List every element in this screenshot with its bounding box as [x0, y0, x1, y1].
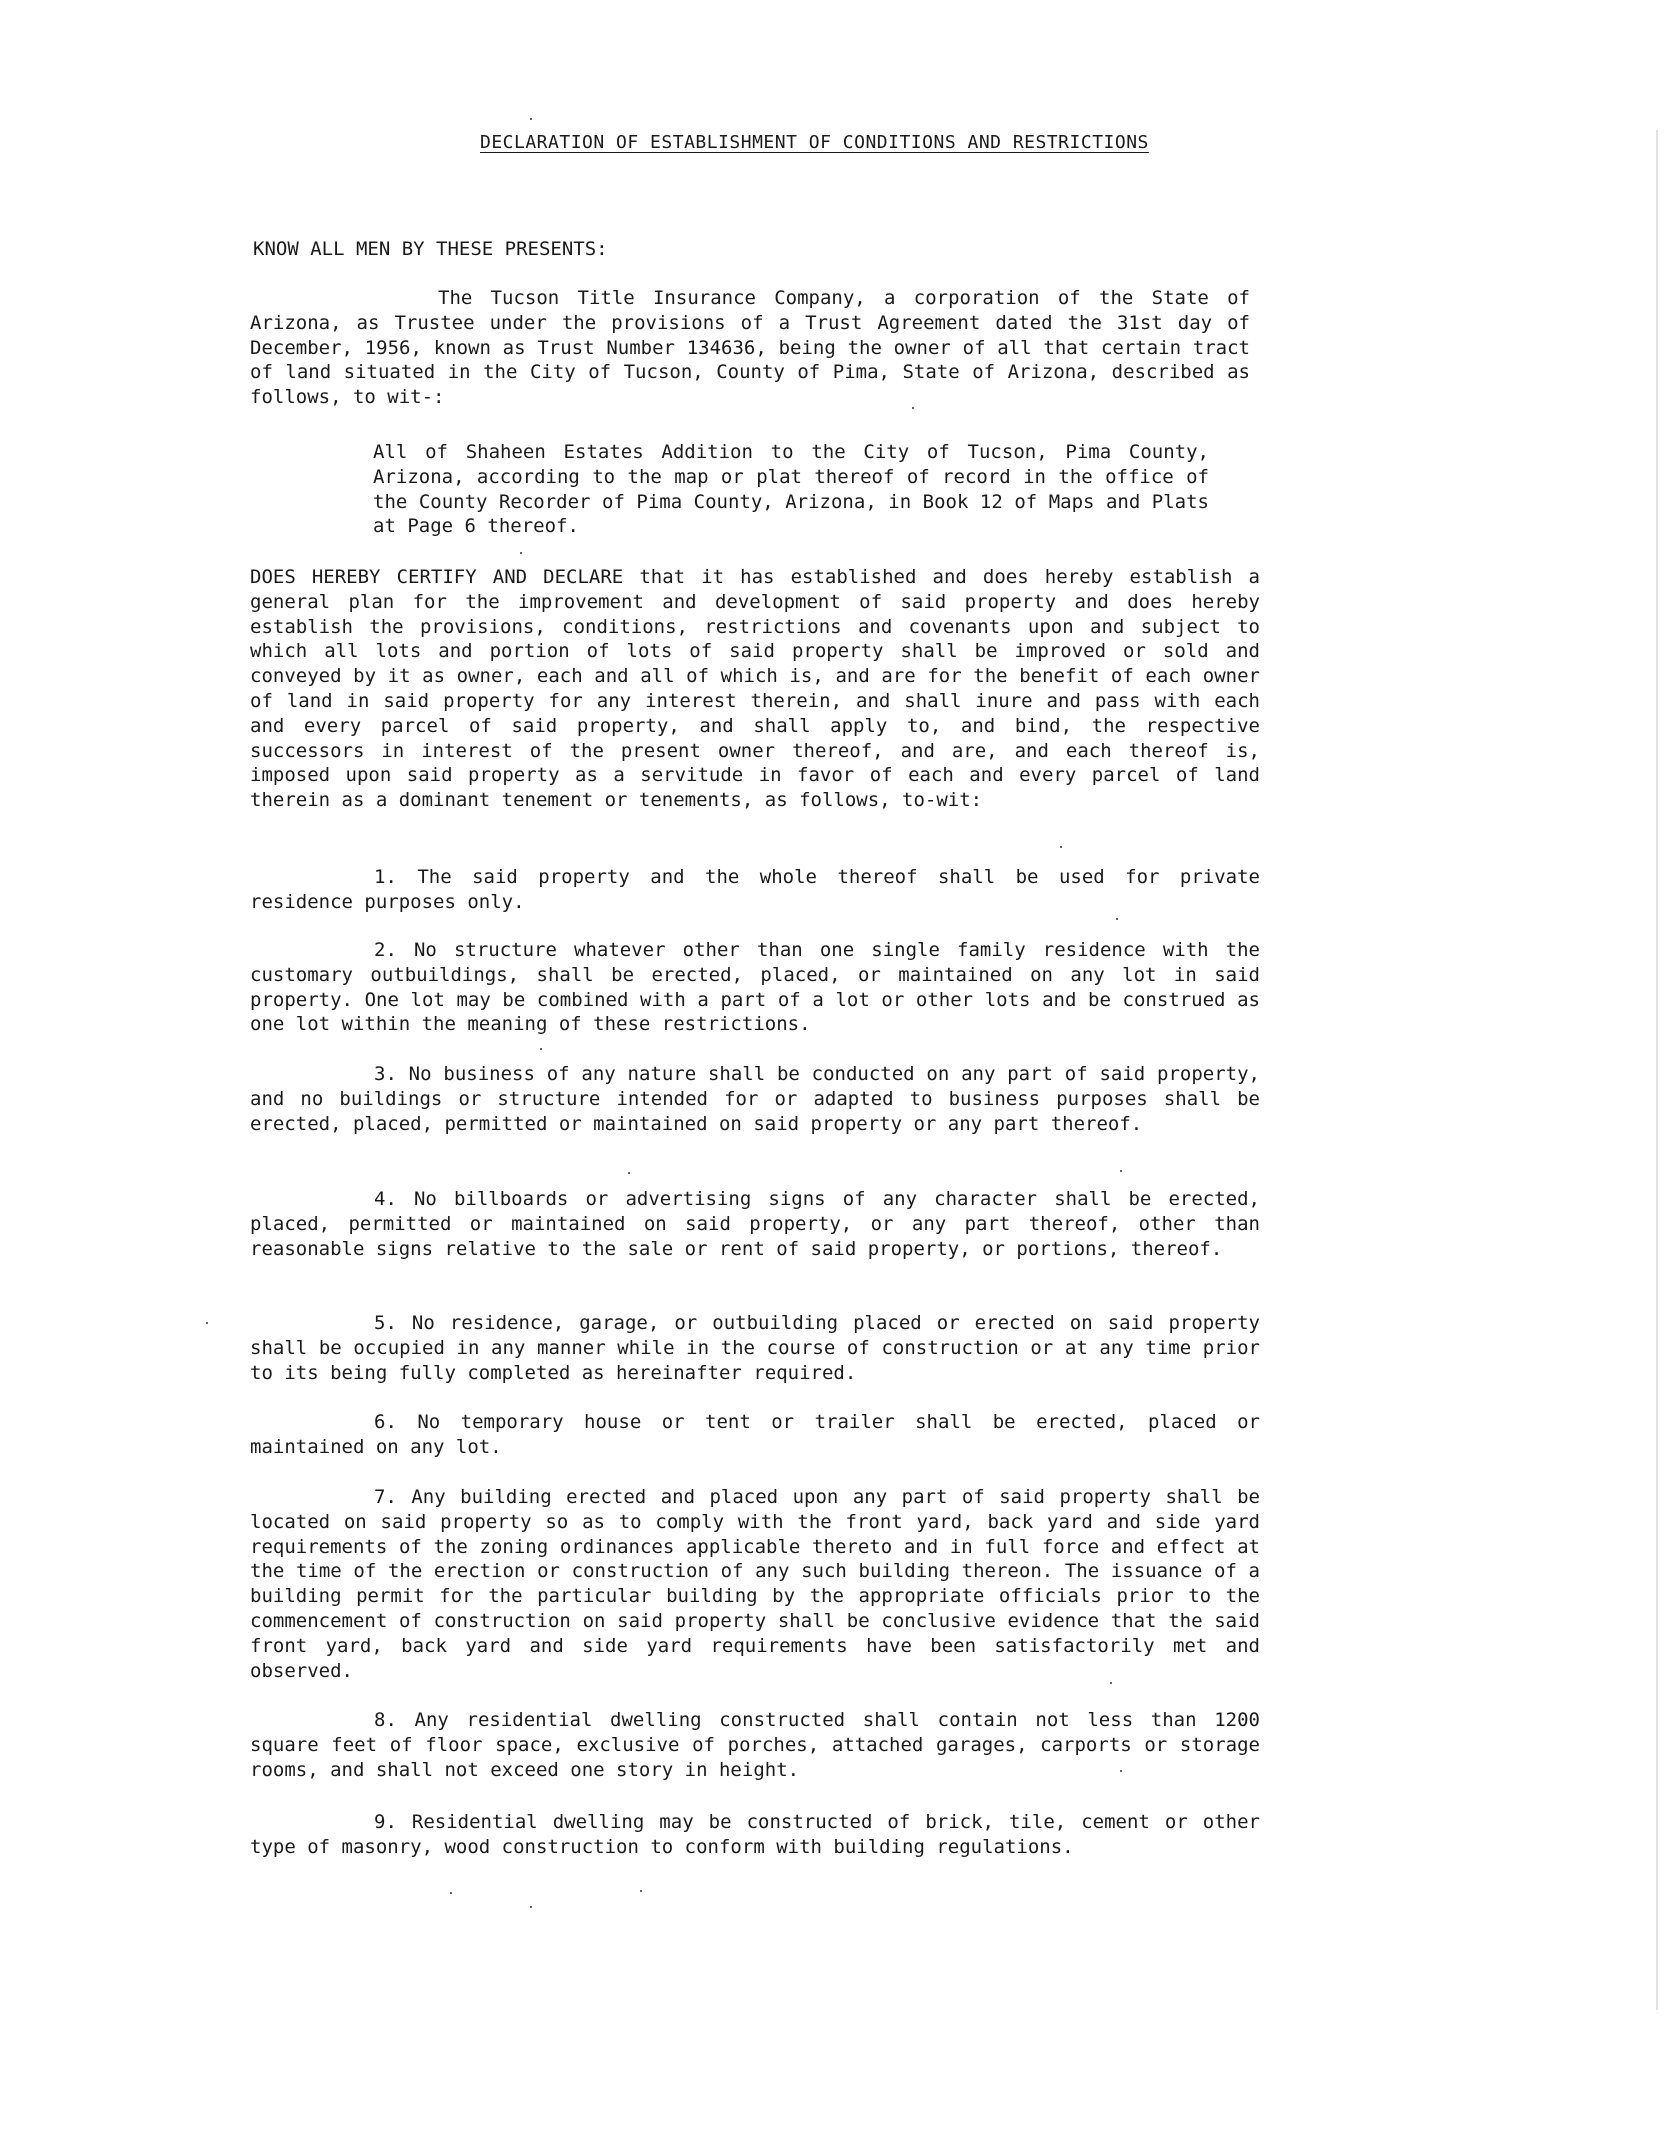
clause-4: 4. No billboards or advertising signs of any character shall be erected, placed, permitted or maintained on said property, or any part thereof, other than reasonable signs relative to the sale or rent of said property, or portions, thereof.: [250, 1188, 1260, 1260]
scan-speck: [1120, 1770, 1122, 1772]
clause-5: 5. No residence, garage, or outbuilding placed or erected on said property shall be occupied in any manner while in the course of construction or at any time prior to its being fully completed as hereinafter required.: [250, 1312, 1260, 1384]
scan-speck: [206, 1322, 208, 1324]
scan-speck: [530, 1906, 532, 1908]
clause-1: 1. The said property and the whole thereof shall be used for private residence purposes only.: [250, 866, 1260, 913]
scan-speck: [1116, 918, 1118, 920]
scan-speck: [912, 407, 914, 409]
clause-3: 3. No business of any nature shall be conducted on any part of said property, and no buildings or structure intended for or adapted to business purposes shall be erected, placed, permitted or maintained on said property or any part thereof.: [250, 1063, 1260, 1135]
clause-6: 6. No temporary house or tent or trailer shall be erected, placed or maintained on any lot.: [250, 1411, 1260, 1458]
scan-speck: [1110, 1682, 1112, 1684]
clause-7: 7. Any building erected and placed upon any part of said property shall be located on said property so as to comply with the front yard, back yard and side yard requirements of the zoning ordinances applicable thereto and in full force and effect at the time of the erection or construction of any such building thereon. The issuance of a building permit for the particular building by the appropriate officials prior to the commencement of construction on said property shall be conclusive evidence that the said front yard, back yard and side yard requirements have been satisfactorily met and observed.: [250, 1486, 1260, 1682]
declaration-paragraph: DOES HEREBY CERTIFY AND DECLARE that it has established and does hereby establish a general plan for the improvement and development of said property and does hereby establish the provisions, conditions, restrictions and covenants upon and subject to which all lots and portion of lots of said property shall be improved or sold and conveyed by it as owner, each and all of which is, and are for the benefit of each owner of land in said property for any interest therein, and shall inure and pass with each and every parcel of said property, and shall apply to, and bind, the respective successors in interest of the present owner thereof, and are, and each thereof is, imposed upon said property as a servitude in favor of each and every parcel of land therein as a dominant tenement or tenements, as follows, to-wit:: [250, 566, 1272, 812]
legal-description: All of Shaheen Estates Addition to the City of Tucson, Pima County, Arizona, according to the map or plat thereof of record in the office of the County Recorder of Pima County, Arizona, in Book 12 of Maps and Plats at Page 6 thereof.: [373, 441, 1221, 538]
scan-speck: [628, 1172, 630, 1174]
clause-9: 9. Residential dwelling may be constructed of brick, tile, cement or other type of masonry, wood construction to conform with building regulations.: [250, 1811, 1260, 1858]
scan-speck: [540, 1048, 542, 1050]
scan-speck: [520, 552, 522, 554]
scan-speck: [530, 118, 532, 120]
scan-speck: [1060, 846, 1062, 848]
scan-speck: [1120, 1170, 1122, 1172]
opening-line: KNOW ALL MEN BY THESE PRESENTS:: [253, 238, 608, 260]
scan-speck: [640, 1890, 642, 1892]
scan-speck: [450, 1892, 452, 1894]
document-title: DECLARATION OF ESTABLISHMENT OF CONDITIONS AND RESTRICTIONS: [480, 132, 1149, 153]
recital-paragraph: The Tucson Title Insurance Company, a corporation of the State of Arizona, as Trustee under the provisions of a Trust Agreement dated the 31st day of December, 1956, known as Trust Number 134636, being the owner of all that certain tract of land situated in the City of Tucson, County of Pima, State of Arizona, described as follows, to wit-:: [250, 287, 1262, 409]
clause-8: 8. Any residential dwelling constructed shall contain not less than 1200 square feet of floor space, exclusive of porches, attached garages, carports or storage rooms, and shall not exceed one story in height.: [250, 1709, 1260, 1781]
clause-2: 2. No structure whatever other than one single family residence with the customary outbuildings, shall be erected, placed, or maintained on any lot in said property. One lot may be combined with a part of a lot or other lots and be construed as one lot within the meaning of these restrictions.: [250, 939, 1260, 1036]
scan-edge-line: [1656, 130, 1658, 2010]
